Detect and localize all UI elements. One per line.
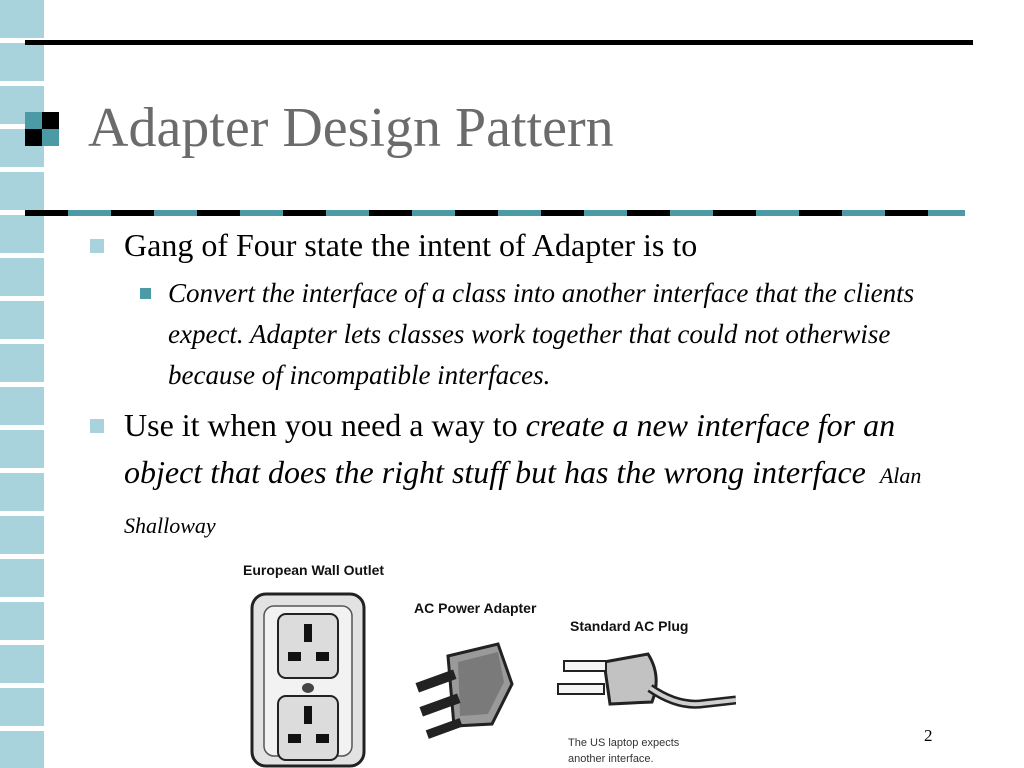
ac-plug-icon [558,654,736,704]
sub-bullet-intent-quote [136,273,968,396]
bullet-text: Gang of Four state the intent of Adapter is to [124,227,698,263]
outlet-label: European Wall Outlet [243,562,385,578]
adapter-label: AC Power Adapter [414,600,537,616]
laptop-note-line2: another interface. [568,753,654,765]
power-adapter-icon [415,644,512,739]
slide-title: Adapter Design Pattern [88,97,614,159]
bullet-use-when [88,402,968,549]
title-divider [25,210,965,216]
bullet-square-icon [90,419,104,433]
sub-bullet-text: Convert the interface of a class into another interface that the clients expect. Adapter lets classes work together that could not otherwise because of incompatible interfaces. [168,278,915,390]
bullet-gof-intent [88,222,968,269]
plug-label: Standard AC Plug [570,618,689,634]
slide-body [88,222,968,553]
european-outlet-icon [252,594,364,766]
laptop-note-line1: The US laptop expects [568,737,680,749]
bullet-text-italic: create a new interface for an object that does the right stuff but has the wrong interface [124,407,896,490]
title-bullet-icon [25,112,59,146]
page-number: 2 [924,726,933,745]
sub-bullet-square-icon [140,288,151,299]
bullet-text-plain: Use it when you need a way to [124,407,526,443]
adapter-illustration [236,556,736,768]
bullet-square-icon [90,239,104,253]
top-rule [25,40,973,45]
quote-author: Alan Shalloway [124,463,922,538]
